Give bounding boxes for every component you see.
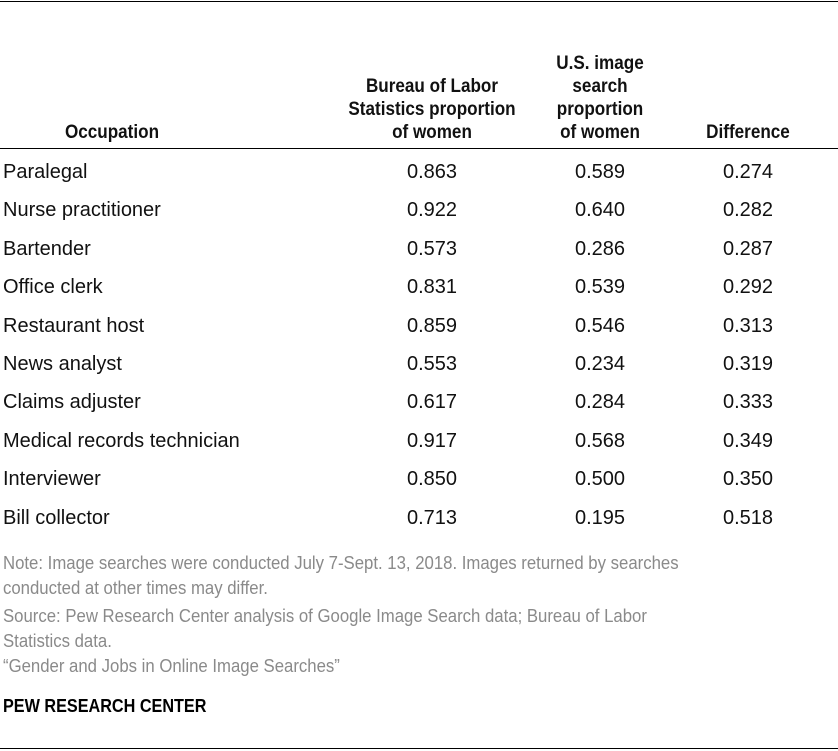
column-header-line: Bureau of Labor — [365, 76, 499, 97]
table-row — [0, 460, 838, 498]
source-line: Statistics data. — [3, 631, 112, 651]
occupation-cell: News analyst — [3, 353, 122, 375]
value-cell: 0.617 — [406, 391, 458, 414]
occupation-cell: Medical records technician — [3, 429, 240, 452]
value-cell: 0.333 — [722, 391, 774, 414]
table-row — [0, 345, 838, 383]
value-cell: 0.292 — [722, 276, 774, 299]
table-row — [0, 191, 838, 229]
occupation-cell: Claims adjuster — [3, 391, 141, 414]
column-header — [329, 75, 536, 144]
value-cell: 0.859 — [406, 314, 458, 337]
value-cell: 0.195 — [574, 506, 626, 529]
table-row — [0, 499, 838, 537]
bottom-rule — [0, 748, 838, 749]
value-cell: 0.589 — [574, 161, 626, 183]
note-line: Note: Image searches were conducted July 7-Sept. 13, 2018. Images returned by searches — [3, 553, 679, 573]
column-header-line: U.S. image — [556, 53, 644, 74]
value-cell: 0.282 — [722, 199, 774, 222]
top-rule — [0, 1, 838, 2]
source-line: Source: Pew Research Center analysis of Google Image Search data; Bureau of Labor — [3, 606, 647, 626]
table-row — [0, 422, 838, 460]
value-cell: 0.539 — [574, 276, 626, 299]
table-row — [0, 307, 838, 345]
column-header-line: search — [572, 76, 628, 97]
value-cell: 0.287 — [722, 237, 774, 260]
table-row — [0, 383, 838, 421]
value-cell: 0.713 — [406, 506, 458, 529]
value-cell: 0.568 — [574, 429, 626, 452]
occupation-cell: Bartender — [3, 237, 91, 260]
value-cell: 0.831 — [406, 276, 458, 299]
column-header — [542, 52, 659, 144]
column-header-line: Difference — [706, 122, 790, 143]
value-cell: 0.573 — [406, 237, 458, 260]
value-cell: 0.922 — [406, 199, 458, 222]
note-line: conducted at other times may differ. — [3, 578, 268, 598]
occupation-cell: Bill collector — [3, 506, 110, 529]
value-cell: 0.863 — [406, 161, 458, 183]
occupation-cell: Office clerk — [3, 276, 103, 299]
value-cell: 0.313 — [722, 314, 774, 337]
value-cell: 0.518 — [722, 506, 774, 529]
value-cell: 0.500 — [574, 468, 626, 491]
occupation-cell: Nurse practitioner — [3, 199, 161, 222]
value-cell: 0.234 — [574, 353, 626, 375]
header-rule — [0, 148, 838, 149]
column-header-line: of women — [392, 122, 472, 143]
value-cell: 0.284 — [574, 391, 626, 414]
column-header-line: Occupation — [64, 122, 160, 143]
occupation-cell: Interviewer — [3, 468, 101, 491]
column-header-line: Statistics proportion — [348, 99, 516, 120]
table-row — [0, 268, 838, 306]
brand-logo-text: PEW RESEARCH CENTER — [3, 696, 207, 716]
report-title: “Gender and Jobs in Online Image Searches” — [3, 656, 340, 676]
occupation-cell: Restaurant host — [3, 314, 145, 337]
column-header — [690, 121, 807, 144]
column-header-line: of women — [560, 122, 640, 143]
value-cell: 0.274 — [722, 161, 774, 183]
value-cell: 0.286 — [574, 237, 626, 260]
value-cell: 0.850 — [406, 468, 458, 491]
column-header — [22, 121, 202, 144]
value-cell: 0.319 — [722, 353, 774, 375]
table-row — [0, 230, 838, 268]
value-cell: 0.350 — [722, 468, 774, 491]
column-header-line: proportion — [556, 99, 644, 120]
value-cell: 0.349 — [722, 429, 774, 452]
value-cell: 0.917 — [406, 429, 458, 452]
value-cell: 0.546 — [574, 314, 626, 337]
value-cell: 0.553 — [406, 353, 458, 375]
table-row — [0, 153, 838, 191]
value-cell: 0.640 — [574, 199, 626, 222]
occupation-cell: Paralegal — [3, 161, 88, 183]
